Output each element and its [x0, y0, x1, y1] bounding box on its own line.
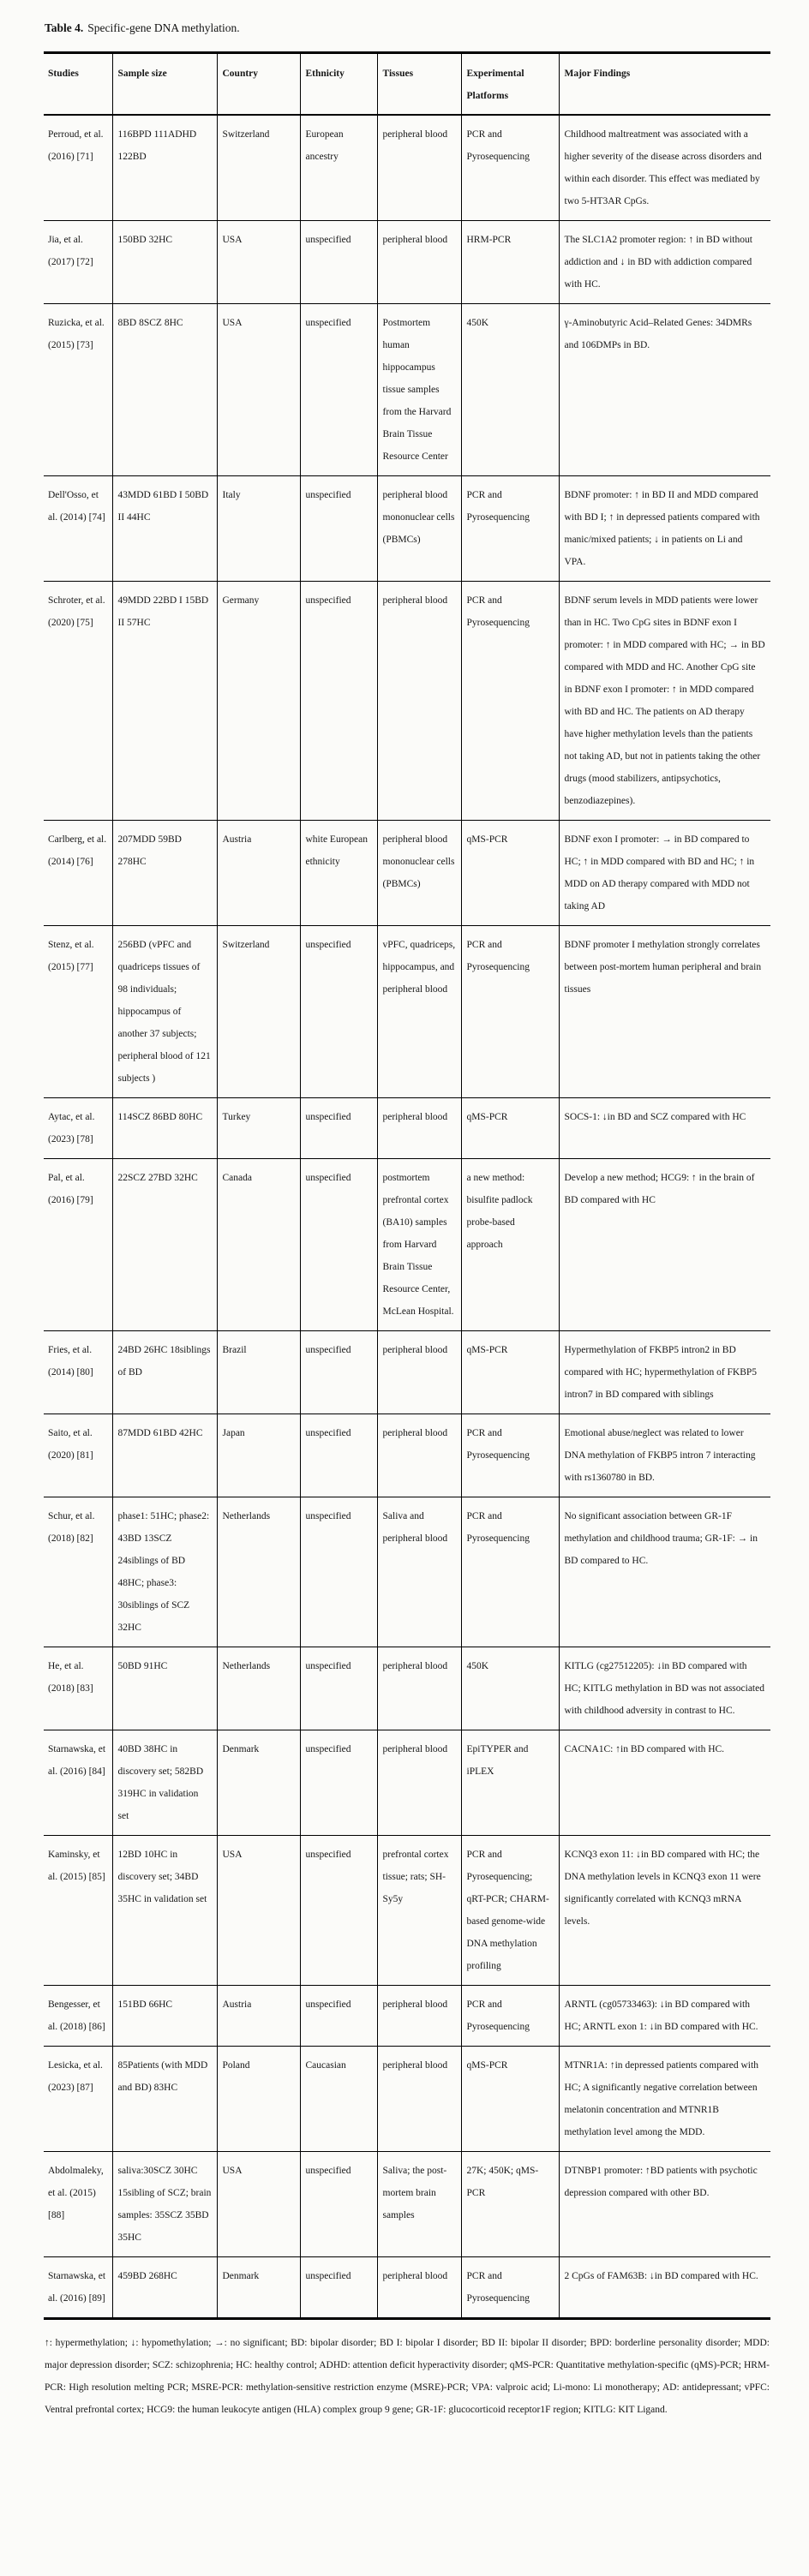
- table-row: [44, 2151, 770, 2256]
- cell-findings: Emotional abuse/neglect was related to lower DNA methylation of FKBP5 intron 7 interacting with rs1360780 in BD.: [559, 1414, 770, 1497]
- cell-country: Germany: [217, 581, 300, 820]
- column-header-ethnicity: Ethnicity: [300, 52, 377, 115]
- cell-ethnicity: unspecified: [300, 1497, 377, 1647]
- cell-findings: BDNF exon I promoter: → in BD compared to HC; ↑ in MDD compared with BD and HC; ↑ in MDD on AD therapy compared with MDD not taking AD: [559, 820, 770, 925]
- cell-platforms: qMS-PCR: [461, 2046, 559, 2151]
- table-title: [45, 21, 770, 36]
- cell-tissues: peripheral blood: [377, 1730, 461, 1835]
- cell-study: Ruzicka, et al. (2015) [73]: [44, 303, 112, 475]
- cell-study: Kaminsky, et al. (2015) [85]: [44, 1835, 112, 1985]
- table-row: [44, 1835, 770, 1985]
- cell-country: Turkey: [217, 1097, 300, 1158]
- cell-study: Schroter, et al. (2020) [75]: [44, 581, 112, 820]
- cell-country: Canada: [217, 1158, 300, 1330]
- cell-country: Netherlands: [217, 1647, 300, 1730]
- cell-sample: 116BPD 111ADHD 122BD: [112, 115, 217, 221]
- cell-study: Lesicka, et al. (2023) [87]: [44, 2046, 112, 2151]
- cell-ethnicity: unspecified: [300, 220, 377, 303]
- cell-platforms: 450K: [461, 1647, 559, 1730]
- cell-platforms: EpiTYPER and iPLEX: [461, 1730, 559, 1835]
- cell-findings: The SLC1A2 promoter region: ↑ in BD without addiction and ↓ in BD with addiction compared with HC.: [559, 220, 770, 303]
- cell-ethnicity: unspecified: [300, 925, 377, 1097]
- cell-sample: 24BD 26HC 18siblings of BD: [112, 1330, 217, 1414]
- table-row: [44, 220, 770, 303]
- cell-country: Netherlands: [217, 1497, 300, 1647]
- cell-tissues: peripheral blood: [377, 1097, 461, 1158]
- cell-country: Austria: [217, 820, 300, 925]
- cell-sample: 49MDD 22BD I 15BD II 57HC: [112, 581, 217, 820]
- cell-country: Austria: [217, 1985, 300, 2046]
- cell-tissues: peripheral blood: [377, 115, 461, 221]
- cell-ethnicity: unspecified: [300, 1730, 377, 1835]
- cell-findings: DTNBP1 promoter: ↑BD patients with psychotic depression compared with other BD.: [559, 2151, 770, 2256]
- table-row: [44, 1330, 770, 1414]
- cell-findings: BDNF promoter: ↑ in BD II and MDD compared with BD I; ↑ in depressed patients compared with manic/mixed patients; ↓ in patients on Li and VPA.: [559, 475, 770, 581]
- cell-ethnicity: unspecified: [300, 2256, 377, 2318]
- table-row: [44, 581, 770, 820]
- cell-country: Denmark: [217, 2256, 300, 2318]
- cell-country: USA: [217, 2151, 300, 2256]
- cell-ethnicity: Caucasian: [300, 2046, 377, 2151]
- table-row: [44, 1647, 770, 1730]
- cell-country: USA: [217, 303, 300, 475]
- cell-platforms: PCR and Pyrosequencing: [461, 1497, 559, 1647]
- table-row: [44, 925, 770, 1097]
- cell-findings: BDNF promoter I methylation strongly correlates between post-mortem human peripheral and brain tissues: [559, 925, 770, 1097]
- cell-study: Schur, et al. (2018) [82]: [44, 1497, 112, 1647]
- cell-platforms: PCR and Pyrosequencing: [461, 925, 559, 1097]
- cell-tissues: Postmortem human hippocampus tissue samples from the Harvard Brain Tissue Resource Center: [377, 303, 461, 475]
- cell-tissues: Saliva; the post-mortem brain samples: [377, 2151, 461, 2256]
- cell-ethnicity: unspecified: [300, 1097, 377, 1158]
- cell-study: Dell'Osso, et al. (2014) [74]: [44, 475, 112, 581]
- cell-platforms: PCR and Pyrosequencing: [461, 115, 559, 221]
- cell-platforms: 450K: [461, 303, 559, 475]
- cell-platforms: PCR and Pyrosequencing: [461, 475, 559, 581]
- cell-findings: KITLG (cg27512205): ↓in BD compared with HC; KITLG methylation in BD was not associated with childhood adversity in contrast to HC.: [559, 1647, 770, 1730]
- cell-sample: 256BD (vPFC and quadriceps tissues of 98 individuals; hippocampus of another 37 subjects; peripheral blood of 121 subjects ): [112, 925, 217, 1097]
- cell-sample: 150BD 32HC: [112, 220, 217, 303]
- table-row: [44, 1097, 770, 1158]
- table-row: [44, 2256, 770, 2318]
- cell-study: Bengesser, et al. (2018) [86]: [44, 1985, 112, 2046]
- cell-tissues: peripheral blood mononuclear cells (PBMCs): [377, 820, 461, 925]
- cell-findings: Childhood maltreatment was associated with a higher severity of the disease across disorders and within each disorder. This effect was mediated by two 5-HT3AR CpGs.: [559, 115, 770, 221]
- cell-tissues: peripheral blood mononuclear cells (PBMCs): [377, 475, 461, 581]
- cell-study: Carlberg, et al. (2014) [76]: [44, 820, 112, 925]
- cell-tissues: peripheral blood: [377, 2256, 461, 2318]
- table-row: [44, 303, 770, 475]
- cell-sample: 151BD 66HC: [112, 1985, 217, 2046]
- cell-study: Abdolmaleky, et al. (2015) [88]: [44, 2151, 112, 2256]
- cell-findings: 2 CpGs of FAM63B: ↓in BD compared with HC.: [559, 2256, 770, 2318]
- cell-ethnicity: European ancestry: [300, 115, 377, 221]
- cell-ethnicity: unspecified: [300, 1835, 377, 1985]
- cell-sample: 207MDD 59BD 278HC: [112, 820, 217, 925]
- cell-platforms: qMS-PCR: [461, 820, 559, 925]
- cell-study: Saito, et al. (2020) [81]: [44, 1414, 112, 1497]
- cell-findings: γ-Aminobutyric Acid–Related Genes: 34DMRs and 106DMPs in BD.: [559, 303, 770, 475]
- cell-platforms: 27K; 450K; qMS-PCR: [461, 2151, 559, 2256]
- cell-study: Starnawska, et al. (2016) [89]: [44, 2256, 112, 2318]
- cell-ethnicity: unspecified: [300, 2151, 377, 2256]
- cell-platforms: PCR and Pyrosequencing: [461, 2256, 559, 2318]
- column-header-country: Country: [217, 52, 300, 115]
- cell-tissues: peripheral blood: [377, 1647, 461, 1730]
- cell-platforms: PCR and Pyrosequencing; qRT-PCR; CHARM-based genome-wide DNA methylation profiling: [461, 1835, 559, 1985]
- cell-tissues: peripheral blood: [377, 1985, 461, 2046]
- cell-sample: phase1: 51HC; phase2: 43BD 13SCZ 24siblings of BD 48HC; phase3: 30siblings of SCZ 32HC: [112, 1497, 217, 1647]
- cell-sample: 50BD 91HC: [112, 1647, 217, 1730]
- cell-sample: 459BD 268HC: [112, 2256, 217, 2318]
- header-row: [44, 52, 770, 115]
- cell-ethnicity: unspecified: [300, 1985, 377, 2046]
- cell-ethnicity: unspecified: [300, 1647, 377, 1730]
- cell-findings: MTNR1A: ↑in depressed patients compared with HC; A significantly negative correlation between melatonin concentration and MTNR1B methylation level among the MDD.: [559, 2046, 770, 2151]
- cell-tissues: peripheral blood: [377, 2046, 461, 2151]
- cell-findings: CACNA1C: ↑in BD compared with HC.: [559, 1730, 770, 1835]
- cell-tissues: prefrontal cortex tissue; rats; SH-Sy5y: [377, 1835, 461, 1985]
- cell-platforms: PCR and Pyrosequencing: [461, 1985, 559, 2046]
- cell-ethnicity: unspecified: [300, 475, 377, 581]
- cell-study: Stenz, et al. (2015) [77]: [44, 925, 112, 1097]
- table-row: [44, 1497, 770, 1647]
- table-row: [44, 1730, 770, 1835]
- cell-findings: Develop a new method; HCG9: ↑ in the brain of BD compared with HC: [559, 1158, 770, 1330]
- cell-sample: 87MDD 61BD 42HC: [112, 1414, 217, 1497]
- cell-sample: 22SCZ 27BD 32HC: [112, 1158, 217, 1330]
- column-header-tissues: Tissues: [377, 52, 461, 115]
- cell-platforms: HRM-PCR: [461, 220, 559, 303]
- table-body: [44, 115, 770, 2319]
- methylation-table: [44, 51, 770, 2320]
- cell-tissues: peripheral blood: [377, 1330, 461, 1414]
- cell-platforms: qMS-PCR: [461, 1097, 559, 1158]
- cell-ethnicity: unspecified: [300, 1158, 377, 1330]
- cell-findings: No significant association between GR-1F methylation and childhood trauma; GR-1F: → in BD compared to HC.: [559, 1497, 770, 1647]
- cell-tissues: peripheral blood: [377, 1414, 461, 1497]
- cell-study: Jia, et al. (2017) [72]: [44, 220, 112, 303]
- cell-country: USA: [217, 220, 300, 303]
- table-row: [44, 1158, 770, 1330]
- table-row: [44, 820, 770, 925]
- cell-findings: SOCS-1: ↓in BD and SCZ compared with HC: [559, 1097, 770, 1158]
- cell-country: Switzerland: [217, 925, 300, 1097]
- cell-tissues: postmortem prefrontal cortex (BA10) samples from Harvard Brain Tissue Resource Center, McLean Hospital.: [377, 1158, 461, 1330]
- cell-ethnicity: unspecified: [300, 303, 377, 475]
- cell-country: USA: [217, 1835, 300, 1985]
- table-row: [44, 1985, 770, 2046]
- cell-study: He, et al. (2018) [83]: [44, 1647, 112, 1730]
- cell-country: Brazil: [217, 1330, 300, 1414]
- cell-tissues: vPFC, quadriceps, hippocampus, and peripheral blood: [377, 925, 461, 1097]
- cell-sample: 114SCZ 86BD 80HC: [112, 1097, 217, 1158]
- cell-study: Pal, et al. (2016) [79]: [44, 1158, 112, 1330]
- cell-tissues: peripheral blood: [377, 220, 461, 303]
- cell-country: Switzerland: [217, 115, 300, 221]
- cell-country: Poland: [217, 2046, 300, 2151]
- cell-findings: KCNQ3 exon 11: ↓in BD compared with HC; the DNA methylation levels in KCNQ3 exon 11 were significantly correlated with KCNQ3 mRNA levels.: [559, 1835, 770, 1985]
- cell-sample: 43MDD 61BD I 50BD II 44HC: [112, 475, 217, 581]
- cell-study: Aytac, et al. (2023) [78]: [44, 1097, 112, 1158]
- footnote: ↑: hypermethylation; ↓: hypomethylation; →: no significant; BD: bipolar disorder; BD I: bipolar I disorder; BD II: bipolar II disorder; BPD: borderline personality disorder; MDD: major depression disorder; SCZ: schizophrenia; HC: healthy control; ADHD: attention deficit hyperactivity disorder; qMS-PCR: Quantitative methylation-specific (qMS)-PCR; HRM-PCR: High resolution melting PCR; MSRE-PCR: methylation-sensitive restriction enzyme (MSRE)-PCR; VPA: valproic acid; Li-mono: Li monotherapy; AD: antidepressant; vPFC: Ventral prefrontal cortex; HCG9: the human leukocyte antigen (HLA) complex group 9 gene; GR-1F: glucocorticoid receptor1F region; KITLG: KIT Ligand.: [45, 2337, 770, 2415]
- cell-study: Perroud, et al. (2016) [71]: [48, 129, 104, 162]
- cell-ethnicity: unspecified: [300, 1330, 377, 1414]
- column-header-major-findings: Major Findings: [559, 52, 770, 115]
- cell-findings: Hypermethylation of FKBP5 intron2 in BD compared with HC; hypermethylation of FKBP5 intron7 in BD compared with siblings: [559, 1330, 770, 1414]
- cell-ethnicity: unspecified: [300, 1414, 377, 1497]
- cell-ethnicity: unspecified: [300, 581, 377, 820]
- cell-country: Italy: [217, 475, 300, 581]
- column-header-sample-size: Sample size: [112, 52, 217, 115]
- cell-sample: 8BD 8SCZ 8HC: [112, 303, 217, 475]
- table-row: [44, 2046, 770, 2151]
- cell-sample: 40BD 38HC in discovery set; 582BD 319HC in validation set: [112, 1730, 217, 1835]
- column-header-experimental-platforms: Experimental Platforms: [461, 52, 559, 115]
- cell-ethnicity: white European ethnicity: [300, 820, 377, 925]
- cell-findings: BDNF serum levels in MDD patients were lower than in HC. Two CpG sites in BDNF exon I promoter: ↑ in MDD compared with HC; → in BD compared with MDD and HC. Another CpG site in BDNF exon I promoter: ↑ in MDD compared with BD and HC. The patients on AD therapy have higher methylation levels than the patients not taking AD, but not in patients taking the other drugs (mood stabilizers, antipsychotics, benzodiazepines).: [559, 581, 770, 820]
- cell-platforms: a new method: bisulfite padlock probe-based approach: [461, 1158, 559, 1330]
- cell-country: Denmark: [217, 1730, 300, 1835]
- cell-platforms: PCR and Pyrosequencing: [461, 581, 559, 820]
- table-row: [44, 475, 770, 581]
- table-row: [44, 1414, 770, 1497]
- table-title-label: Table 4.: [45, 21, 84, 34]
- cell-platforms: qMS-PCR: [461, 1330, 559, 1414]
- cell-platforms: PCR and Pyrosequencing: [461, 1414, 559, 1497]
- cell-country: Japan: [217, 1414, 300, 1497]
- cell-findings: ARNTL (cg05733463): ↓in BD compared with HC; ARNTL exon 1: ↓in BD compared with HC.: [559, 1985, 770, 2046]
- cell-sample: 85Patients (with MDD and BD) 83HC: [112, 2046, 217, 2151]
- cell-tissues: peripheral blood: [377, 581, 461, 820]
- cell-sample: 12BD 10HC in discovery set; 34BD 35HC in validation set: [112, 1835, 217, 1985]
- column-header-studies: Studies: [44, 52, 112, 115]
- cell-study: Starnawska, et al. (2016) [84]: [44, 1730, 112, 1835]
- cell-sample: saliva:30SCZ 30HC 15sibling of SCZ; brain samples: 35SCZ 35BD 35HC: [112, 2151, 217, 2256]
- table-title-text: Specific-gene DNA methylation.: [87, 21, 240, 34]
- cell-study: Fries, et al. (2014) [80]: [44, 1330, 112, 1414]
- table-row: [44, 115, 770, 221]
- cell-tissues: Saliva and peripheral blood: [377, 1497, 461, 1647]
